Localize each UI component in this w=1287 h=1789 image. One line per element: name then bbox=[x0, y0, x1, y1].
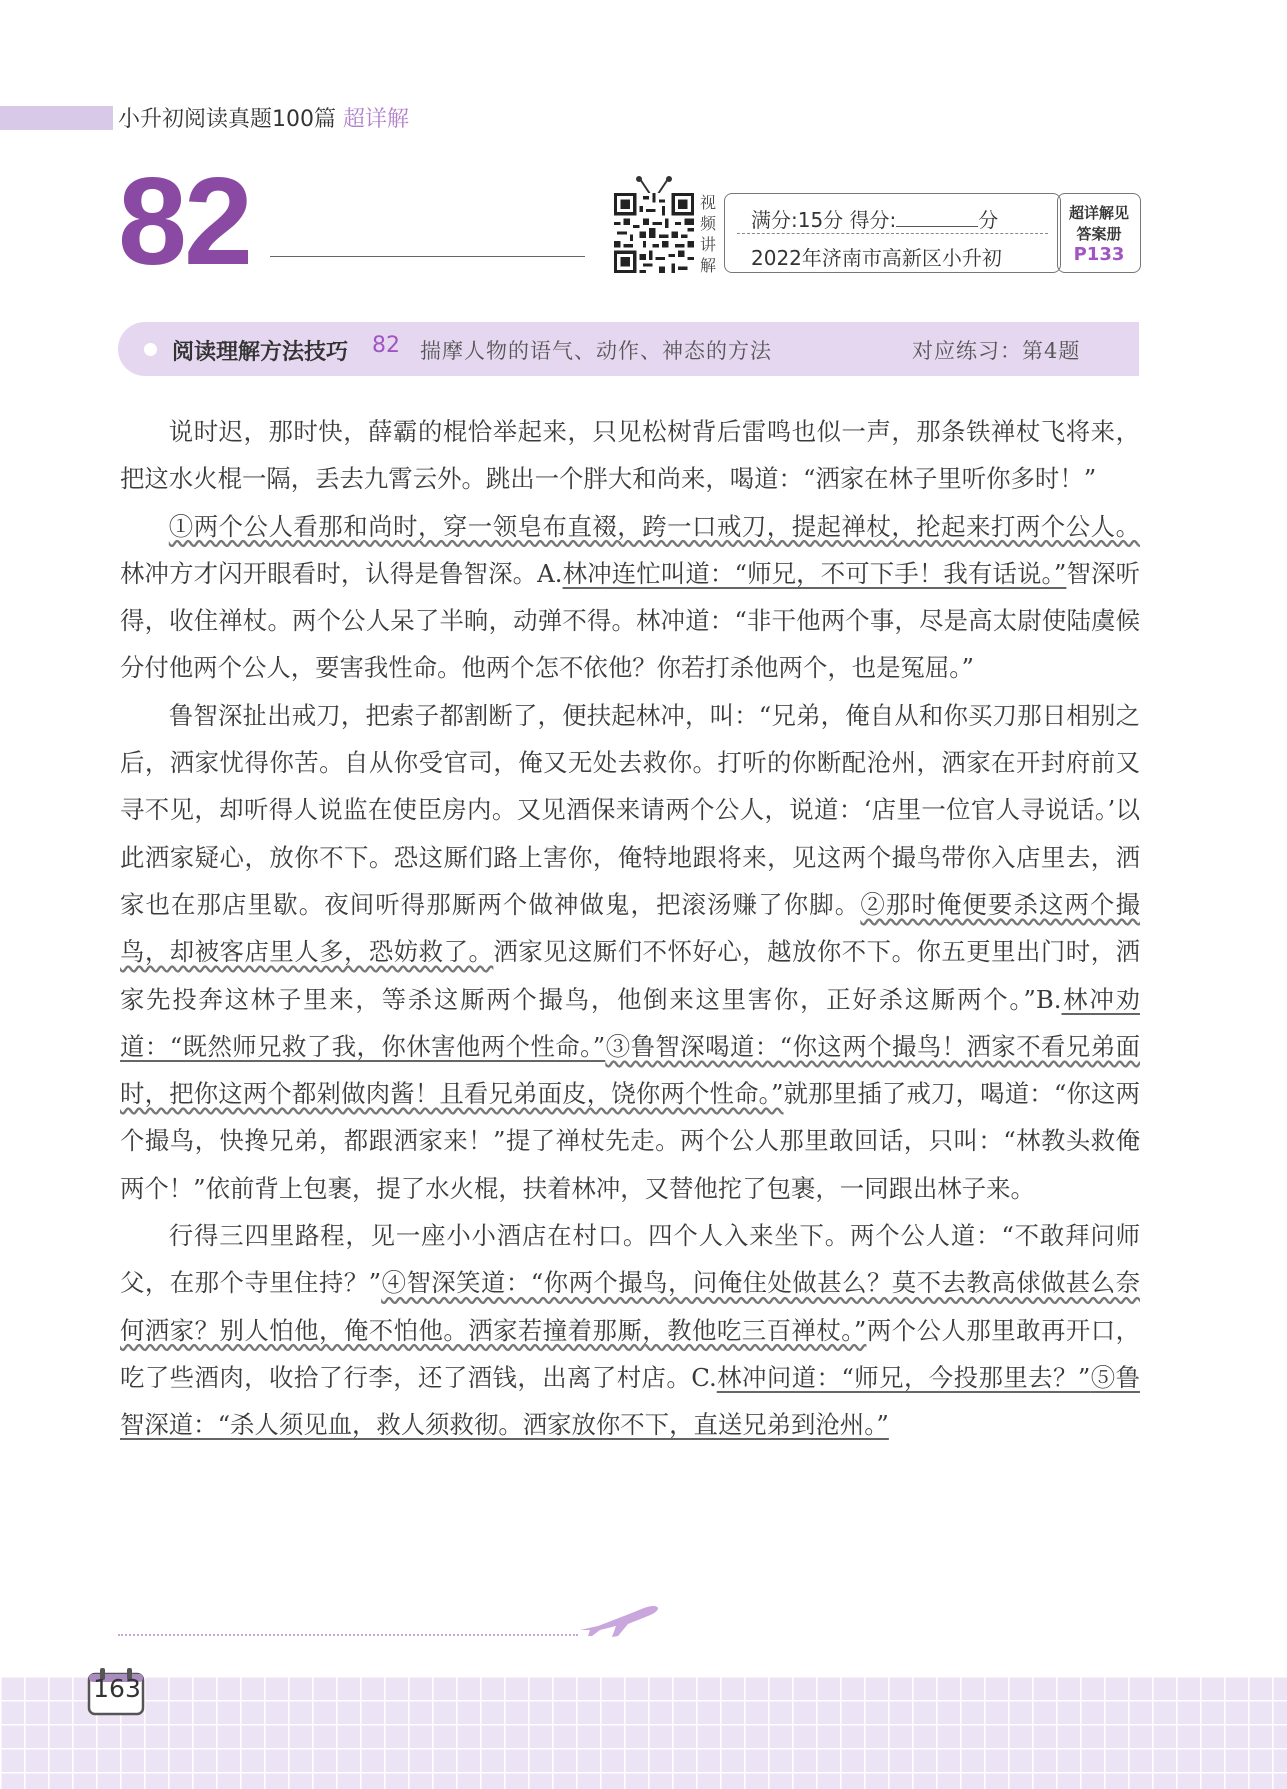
answer-ref-line2: 答案册 bbox=[1076, 225, 1122, 243]
plain-text: 鲁智深扯出戒刀，把索子都割断了，便扶起林冲，叫：“兄弟，俺自从和你买刀那日相别之后，洒家忧得你苦。自从你受官司，俺又无处去救你。打听的你断配沧州，洒家在开封府前又寻不见，却听得人说监在使臣房内。又见酒保来请两个公人，说道：‘店里一位官人寻说话。’以此洒家疑心，放你不下。恐这厮们路上害你，俺特地跟将来，见这两个撮鸟带你入店里去，洒家也在那店里歇。夜间听得那厮两个做神做鬼，把滚汤赚了你脚。 bbox=[120, 700, 1140, 919]
plain-text: 行得三四里路程，见一座小小酒店在村口。四个人入来坐下。两个公人道：“不敢拜问师父，在那个寺里住持？” bbox=[120, 1221, 1140, 1298]
marked-sentence-3: ③鲁智深喝道：“你这两个撮鸟！洒家不看兄弟面时，把你这两个都剁做肉酱！且看兄弟面皮，饶你两个性命。” bbox=[120, 1031, 1140, 1109]
marked-sentence-1: ①两个公人看那和尚时，穿一领皂布直裰，跨一口戒刀，提起禅杖，抡起来打两个公人。 bbox=[168, 511, 1140, 541]
qr-video-label: 视频讲解 bbox=[699, 193, 716, 275]
exam-source: 2022年济南市高新区小升初 bbox=[751, 246, 1002, 270]
marked-sentence-b: 林冲劝道：“既然师兄救了我，你休害他两个性命。” bbox=[120, 984, 1140, 1061]
score-unit: 分 bbox=[978, 208, 999, 232]
airplane-icon bbox=[578, 1604, 660, 1640]
plain-text: 两个公人那里敢再开口，吃了些酒肉，收拾了行李，还了酒钱，出离了村店。C. bbox=[120, 1315, 1140, 1392]
book-title-main: 小升初阅读真题100篇 bbox=[118, 107, 336, 132]
footer-grid-background bbox=[0, 1676, 1287, 1789]
marked-sentence-2: ②那时俺便要杀这两个撮鸟，却被客店里人多，恐妨救了。 bbox=[120, 889, 1140, 967]
header-accent-bar bbox=[0, 106, 113, 130]
title-line bbox=[270, 256, 585, 257]
lesson-number: 82 bbox=[118, 153, 250, 291]
book-title bbox=[118, 102, 409, 133]
answer-ref-line1: 超详解见 bbox=[1068, 204, 1129, 222]
paragraph-1: 说时迟，那时快，薛霸的棍恰举起来，只见松树背后雷鸣也似一声，那条铁禅杖飞将来，把这水火棍一隔，丢去九霄云外。跳出一个胖大和尚来，喝道：“洒家在林子里听你多时！” bbox=[120, 417, 1140, 494]
answer-ref-page: P133 bbox=[1073, 244, 1125, 265]
tip-description: 揣摩人物的语气、动作、神态的方法 bbox=[420, 339, 772, 363]
page-number: 163 bbox=[93, 1674, 141, 1703]
plain-text: 洒家见这厮们不怀好心，越放你不下。你五更里出门时，洒家先投奔这林子里来，等杀这厮两个撮鸟，他倒来这里害你，正好杀这厮两个。”B. bbox=[120, 937, 1140, 1014]
score-label: 满分:15分 得分: bbox=[751, 208, 897, 232]
marked-sentence-c: 林冲问道：“师兄，今投那里去？” bbox=[716, 1362, 1091, 1392]
marked-sentence-4: ④智深笑道：“你两个撮鸟，问俺住处做甚么？莫不去教高俅做甚么奈何洒家？别人怕他，俺不怕他。洒家若撞着那厮，教他吃三百禅杖。” bbox=[120, 1268, 1140, 1345]
score-row bbox=[751, 204, 998, 233]
tip-number: 82 bbox=[372, 333, 400, 358]
qr-code-icon[interactable] bbox=[614, 193, 694, 273]
tip-practice-ref: 对应练习：第4题 bbox=[912, 339, 1081, 363]
book-title-subtitle: 超详解 bbox=[343, 107, 410, 132]
plain-text: 林冲方才闪开眼看时，认得是鲁智深。A. bbox=[120, 558, 563, 588]
tip-title: 阅读理解方法技巧 bbox=[172, 340, 349, 365]
dotted-divider bbox=[118, 1634, 578, 1636]
score-divider bbox=[737, 233, 1048, 234]
reading-passage bbox=[120, 408, 1140, 1449]
paragraph-4 bbox=[120, 1212, 1140, 1448]
paragraph-2 bbox=[120, 503, 1140, 692]
plain-text: 就那里插了戒刀，喝道：“你这两个撮鸟，快搀兄弟，都跟洒家来！”提了禅杖先走。两个公人那里敢回话，只叫：“林教头救俺两个！”依前背上包裹，提了水火棍，扶着林冲，又替他拕了包裹，一同跟出林子来。 bbox=[120, 1079, 1140, 1203]
bullet-dot-icon bbox=[144, 343, 157, 356]
marked-sentence-5: ⑤鲁智深道：“杀人须见血，救人须救彻。洒家放你不下，直送兄弟到沧州。” bbox=[120, 1362, 1140, 1440]
marked-sentence-a: 林冲连忙叫道：“师兄，不可下手！我有话说。” bbox=[562, 558, 1067, 588]
score-blank[interactable] bbox=[896, 210, 978, 227]
score-box bbox=[724, 193, 1061, 273]
answer-reference-box bbox=[1057, 193, 1141, 273]
plain-text: 智深听得，收住禅杖。两个公人呆了半晌，动弹不得。林冲道：“非干他两个事，尽是高太尉使陆虞候分付他两个公人，要害我性命。他两个怎不依他？你若打杀他两个，也是冤屈。” bbox=[120, 558, 1140, 683]
paragraph-3 bbox=[120, 692, 1140, 1212]
